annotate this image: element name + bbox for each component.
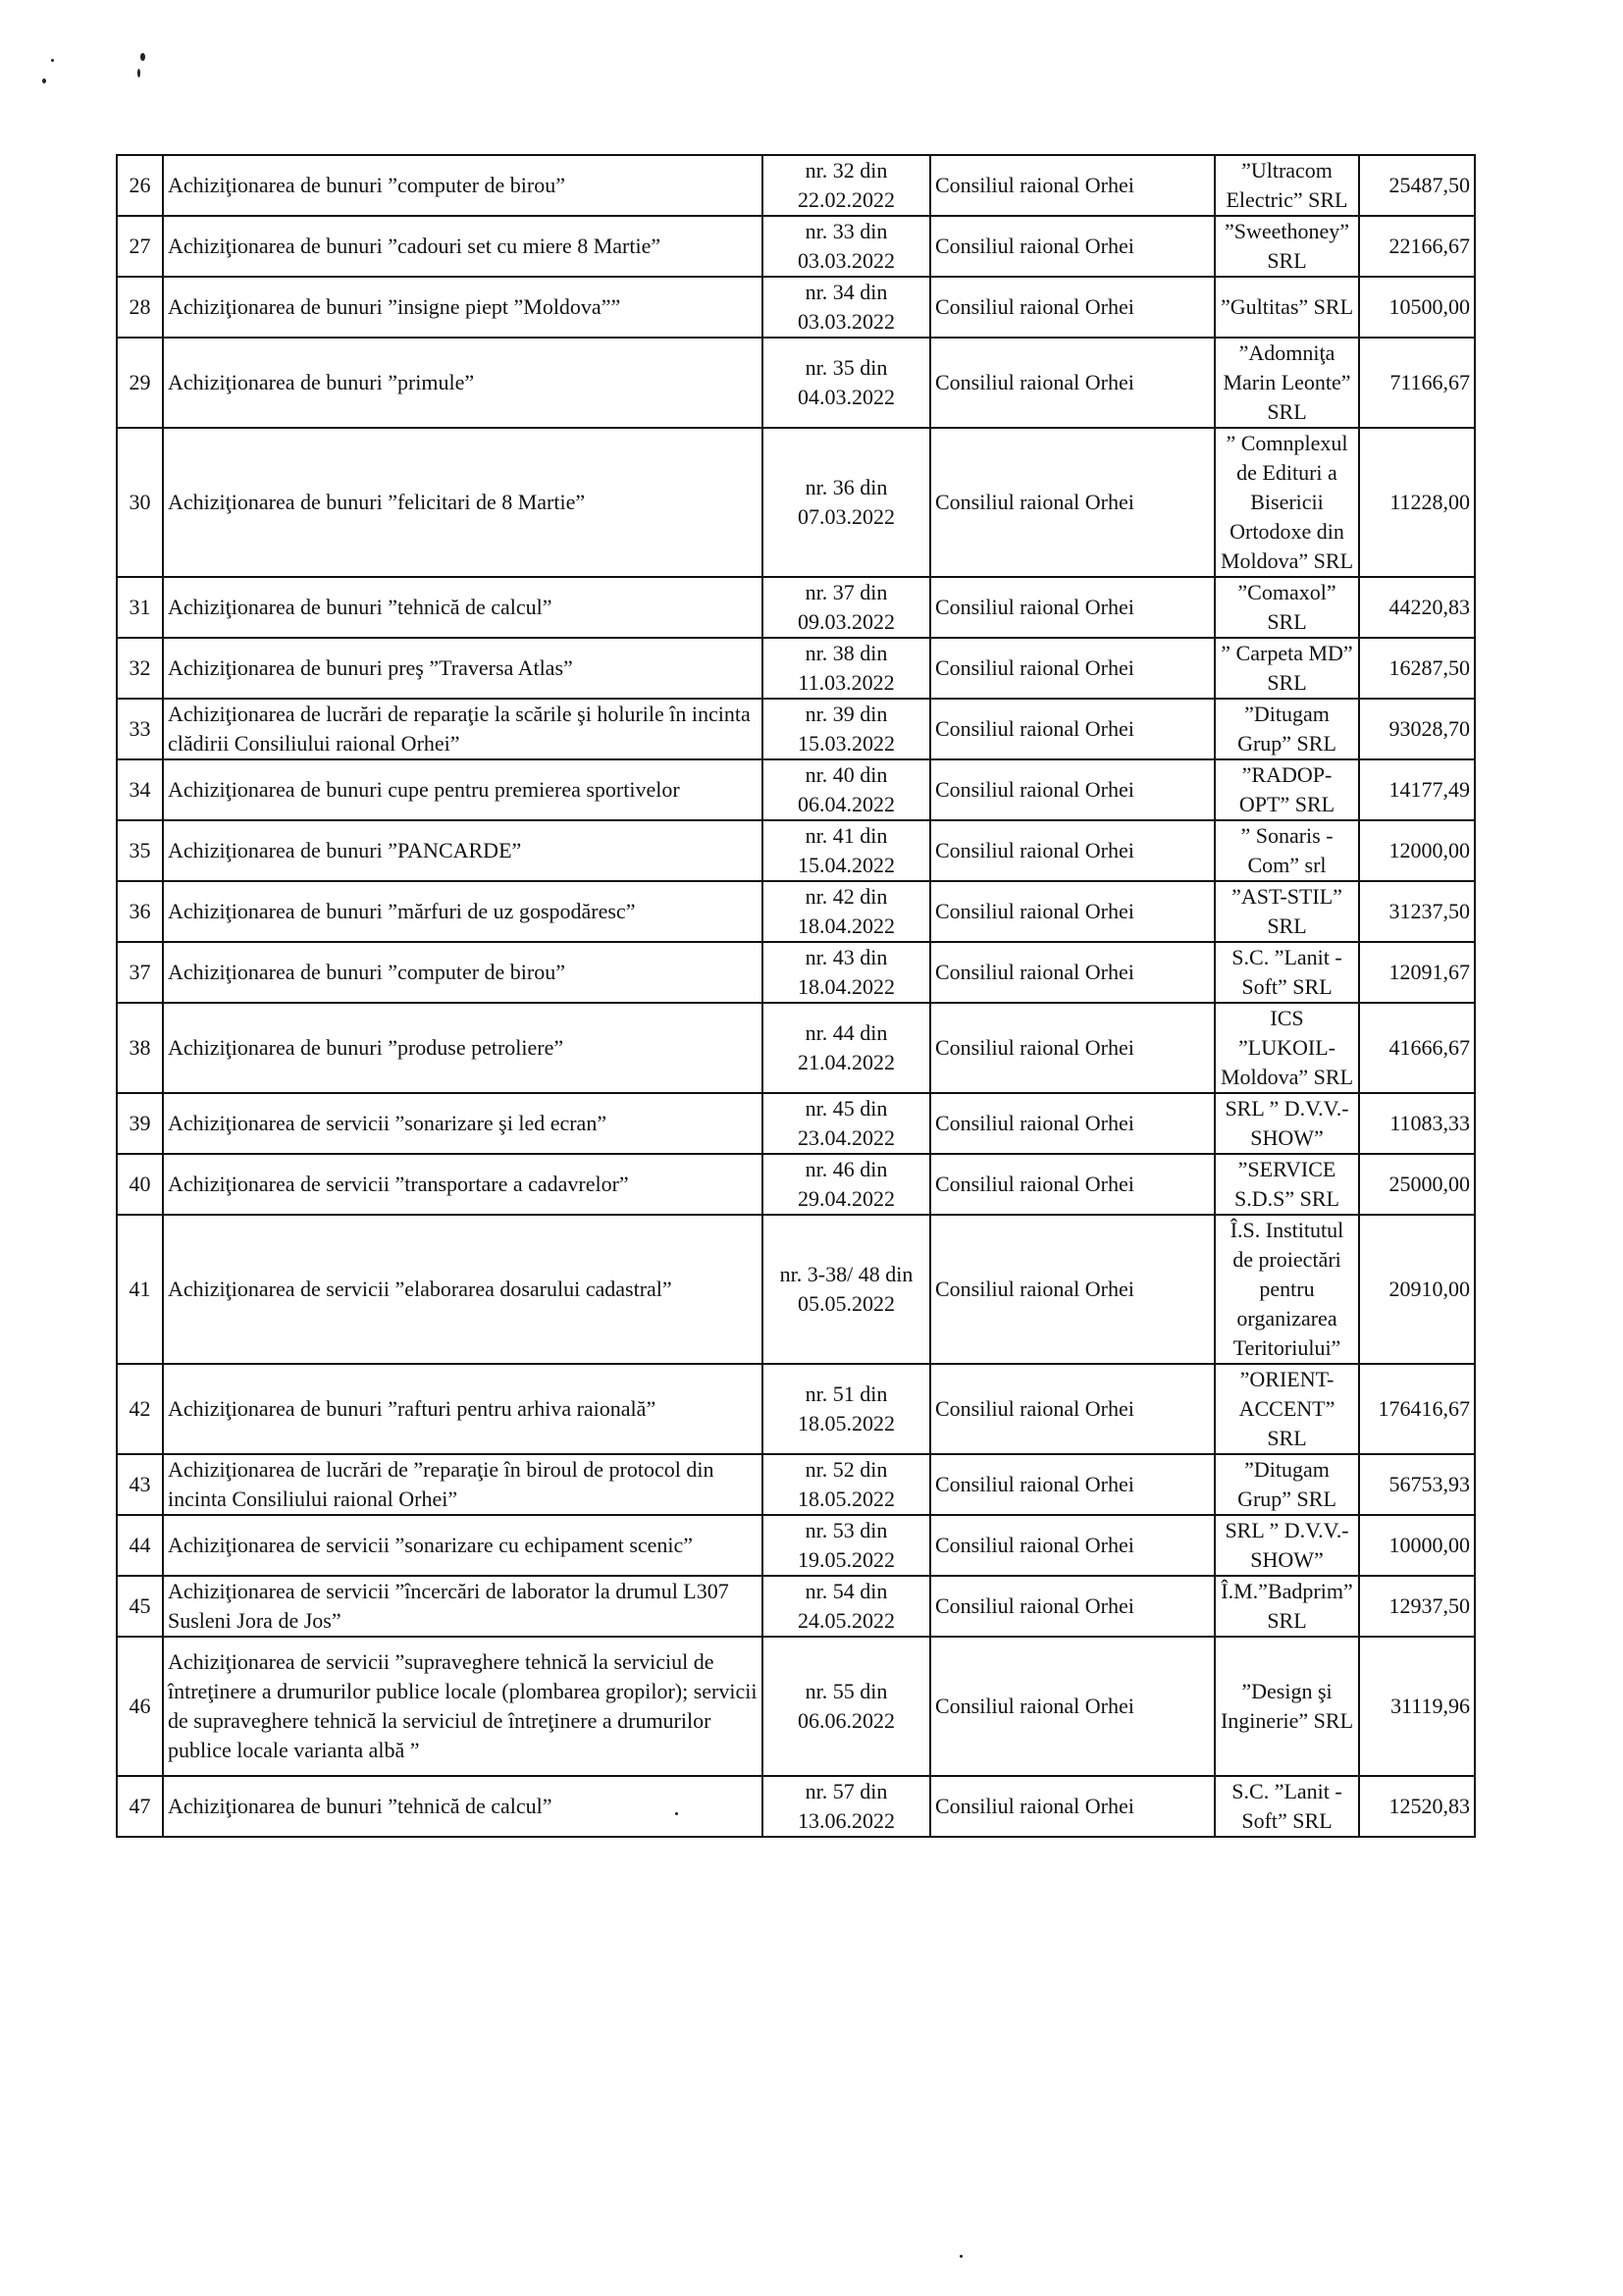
procurement-object: Achiziţionarea de lucrări de reparaţie la scările şi holurile în incinta clădirii Consiliului raional Orhei” bbox=[163, 699, 762, 759]
supplier-name: ”Adomniţa Marin Leonte” SRL bbox=[1215, 338, 1359, 428]
table-row bbox=[117, 577, 1475, 638]
supplier-name: ”Comaxol” SRL bbox=[1215, 577, 1359, 638]
contract-reference: nr. 35 din 04.03.2022 bbox=[762, 338, 930, 428]
scan-speck bbox=[42, 78, 46, 83]
contracting-authority: Consiliul raional Orhei bbox=[930, 1093, 1215, 1154]
contract-sum: 12520,83 bbox=[1359, 1776, 1475, 1837]
contracting-authority: Consiliul raional Orhei bbox=[930, 1154, 1215, 1215]
supplier-name: SRL ” D.V.V.-SHOW” bbox=[1215, 1515, 1359, 1576]
procurement-object: Achiziţionarea de bunuri ”mărfuri de uz gospodăresc” bbox=[163, 881, 762, 942]
row-number: 33 bbox=[117, 699, 163, 759]
row-number: 37 bbox=[117, 942, 163, 1003]
procurement-object: Achiziţionarea de bunuri ”rafturi pentru arhiva raională” bbox=[163, 1364, 762, 1454]
table-row bbox=[117, 1637, 1475, 1776]
supplier-name: Î.S. Institutul de proiectări pentru organizarea Teritoriului” bbox=[1215, 1215, 1359, 1364]
contracting-authority: Consiliul raional Orhei bbox=[930, 1637, 1215, 1776]
contract-reference: nr. 38 din 11.03.2022 bbox=[762, 638, 930, 699]
supplier-name: ” Sonaris - Com” srl bbox=[1215, 820, 1359, 881]
supplier-name: ” Comnplexul de Edituri a Bisericii Ortodoxe din Moldova” SRL bbox=[1215, 428, 1359, 577]
contract-sum: 25487,50 bbox=[1359, 155, 1475, 216]
row-number: 31 bbox=[117, 577, 163, 638]
contract-sum: 25000,00 bbox=[1359, 1154, 1475, 1215]
supplier-name: S.C. ”Lanit -Soft” SRL bbox=[1215, 1776, 1359, 1837]
contracting-authority: Consiliul raional Orhei bbox=[930, 1364, 1215, 1454]
contracting-authority: Consiliul raional Orhei bbox=[930, 759, 1215, 820]
supplier-name: ”Ditugam Grup” SRL bbox=[1215, 699, 1359, 759]
contract-reference: nr. 43 din 18.04.2022 bbox=[762, 942, 930, 1003]
row-number: 29 bbox=[117, 338, 163, 428]
procurement-table-body bbox=[117, 155, 1475, 1837]
row-number: 35 bbox=[117, 820, 163, 881]
contract-reference: nr. 44 din 21.04.2022 bbox=[762, 1003, 930, 1093]
table-row bbox=[117, 338, 1475, 428]
table-row bbox=[117, 1576, 1475, 1637]
contract-reference: nr. 33 din 03.03.2022 bbox=[762, 216, 930, 277]
table-row bbox=[117, 820, 1475, 881]
contract-sum: 41666,67 bbox=[1359, 1003, 1475, 1093]
supplier-name: ”RADOP-OPT” SRL bbox=[1215, 759, 1359, 820]
procurement-object: Achiziţionarea de lucrări de ”reparaţie în biroul de protocol din incinta Consiliului raional Orhei” bbox=[163, 1454, 762, 1515]
row-number: 32 bbox=[117, 638, 163, 699]
contract-sum: 16287,50 bbox=[1359, 638, 1475, 699]
row-number: 47 bbox=[117, 1776, 163, 1837]
row-number: 34 bbox=[117, 759, 163, 820]
contract-reference: nr. 45 din 23.04.2022 bbox=[762, 1093, 930, 1154]
procurement-object: Achiziţionarea de servicii ”elaborarea dosarului cadastral” bbox=[163, 1215, 762, 1364]
procurement-object: Achiziţionarea de bunuri ”tehnică de calcul” bbox=[163, 1776, 762, 1837]
table-row bbox=[117, 1154, 1475, 1215]
supplier-name: ”Ultracom Electric” SRL bbox=[1215, 155, 1359, 216]
table-row bbox=[117, 216, 1475, 277]
contract-reference: nr. 52 din 18.05.2022 bbox=[762, 1454, 930, 1515]
procurement-object: Achiziţionarea de bunuri cupe pentru premierea sportivelor bbox=[163, 759, 762, 820]
scan-speck bbox=[137, 69, 140, 78]
supplier-name: ”Gultitas” SRL bbox=[1215, 277, 1359, 338]
contract-sum: 31119,96 bbox=[1359, 1637, 1475, 1776]
contracting-authority: Consiliul raional Orhei bbox=[930, 1515, 1215, 1576]
contract-sum: 12091,67 bbox=[1359, 942, 1475, 1003]
contract-sum: 10000,00 bbox=[1359, 1515, 1475, 1576]
procurement-object: Achiziţionarea de bunuri ”produse petroliere” bbox=[163, 1003, 762, 1093]
supplier-name: ”SERVICE S.D.S” SRL bbox=[1215, 1154, 1359, 1215]
contracting-authority: Consiliul raional Orhei bbox=[930, 1776, 1215, 1837]
table-row bbox=[117, 699, 1475, 759]
row-number: 46 bbox=[117, 1637, 163, 1776]
contracting-authority: Consiliul raional Orhei bbox=[930, 338, 1215, 428]
row-number: 26 bbox=[117, 155, 163, 216]
supplier-name: ”Sweethoney” SRL bbox=[1215, 216, 1359, 277]
contracting-authority: Consiliul raional Orhei bbox=[930, 638, 1215, 699]
contract-reference: nr. 51 din 18.05.2022 bbox=[762, 1364, 930, 1454]
contracting-authority: Consiliul raional Orhei bbox=[930, 216, 1215, 277]
contract-reference: nr. 42 din 18.04.2022 bbox=[762, 881, 930, 942]
contracting-authority: Consiliul raional Orhei bbox=[930, 1215, 1215, 1364]
procurement-object: Achiziţionarea de servicii ”supraveghere tehnică la serviciul de întreţinere a drumurilor publice locale (plombarea gropilor); servicii de supraveghere tehnică la serviciul de întreţinere a drumurilor publice locale varianta albă ” bbox=[163, 1637, 762, 1776]
row-number: 45 bbox=[117, 1576, 163, 1637]
procurement-object: Achiziţionarea de bunuri ”computer de birou” bbox=[163, 155, 762, 216]
supplier-name: S.C. ”Lanit -Soft” SRL bbox=[1215, 942, 1359, 1003]
table-row bbox=[117, 277, 1475, 338]
contracting-authority: Consiliul raional Orhei bbox=[930, 699, 1215, 759]
contract-reference: nr. 3-38/ 48 din 05.05.2022 bbox=[762, 1215, 930, 1364]
contracting-authority: Consiliul raional Orhei bbox=[930, 155, 1215, 216]
table-row bbox=[117, 1215, 1475, 1364]
contract-sum: 12937,50 bbox=[1359, 1576, 1475, 1637]
contracting-authority: Consiliul raional Orhei bbox=[930, 1003, 1215, 1093]
procurement-object: Achiziţionarea de bunuri ”felicitari de 8 Martie” bbox=[163, 428, 762, 577]
contract-reference: nr. 32 din 22.02.2022 bbox=[762, 155, 930, 216]
procurement-object: Achiziţionarea de servicii ”transportare a cadavrelor” bbox=[163, 1154, 762, 1215]
row-number: 42 bbox=[117, 1364, 163, 1454]
contract-sum: 20910,00 bbox=[1359, 1215, 1475, 1364]
contract-sum: 11228,00 bbox=[1359, 428, 1475, 577]
contract-reference: nr. 55 din 06.06.2022 bbox=[762, 1637, 930, 1776]
contract-sum: 31237,50 bbox=[1359, 881, 1475, 942]
procurement-object: Achiziţionarea de servicii ”sonarizare cu echipament scenic” bbox=[163, 1515, 762, 1576]
table-row bbox=[117, 881, 1475, 942]
contracting-authority: Consiliul raional Orhei bbox=[930, 428, 1215, 577]
scan-speck bbox=[51, 59, 54, 62]
contracting-authority: Consiliul raional Orhei bbox=[930, 577, 1215, 638]
procurement-object: Achiziţionarea de servicii ”încercări de laborator la drumul L307 Susleni Jora de Jos” bbox=[163, 1576, 762, 1637]
procurement-object: Achiziţionarea de bunuri ”tehnică de calcul” bbox=[163, 577, 762, 638]
supplier-name: ” Carpeta MD” SRL bbox=[1215, 638, 1359, 699]
row-number: 28 bbox=[117, 277, 163, 338]
contract-reference: nr. 40 din 06.04.2022 bbox=[762, 759, 930, 820]
row-number: 30 bbox=[117, 428, 163, 577]
supplier-name: ”ORIENT-ACCENT” SRL bbox=[1215, 1364, 1359, 1454]
contract-reference: nr. 41 din 15.04.2022 bbox=[762, 820, 930, 881]
row-number: 36 bbox=[117, 881, 163, 942]
contract-sum: 22166,67 bbox=[1359, 216, 1475, 277]
contracting-authority: Consiliul raional Orhei bbox=[930, 277, 1215, 338]
supplier-name: ”Ditugam Grup” SRL bbox=[1215, 1454, 1359, 1515]
contract-reference: nr. 34 din 03.03.2022 bbox=[762, 277, 930, 338]
supplier-name: ICS ”LUKOIL-Moldova” SRL bbox=[1215, 1003, 1359, 1093]
procurement-object: Achiziţionarea de bunuri ”cadouri set cu miere 8 Martie” bbox=[163, 216, 762, 277]
contracting-authority: Consiliul raional Orhei bbox=[930, 1454, 1215, 1515]
supplier-name: ”AST-STIL” SRL bbox=[1215, 881, 1359, 942]
scan-speck bbox=[140, 53, 145, 61]
contract-sum: 12000,00 bbox=[1359, 820, 1475, 881]
contract-sum: 71166,67 bbox=[1359, 338, 1475, 428]
contract-reference: nr. 54 din 24.05.2022 bbox=[762, 1576, 930, 1637]
table-row bbox=[117, 1515, 1475, 1576]
table-row bbox=[117, 428, 1475, 577]
row-number: 43 bbox=[117, 1454, 163, 1515]
contract-reference: nr. 57 din 13.06.2022 bbox=[762, 1776, 930, 1837]
contract-reference: nr. 39 din 15.03.2022 bbox=[762, 699, 930, 759]
contracting-authority: Consiliul raional Orhei bbox=[930, 942, 1215, 1003]
contract-sum: 176416,67 bbox=[1359, 1364, 1475, 1454]
table-row bbox=[117, 1364, 1475, 1454]
contract-reference: nr. 46 din 29.04.2022 bbox=[762, 1154, 930, 1215]
procurement-object: Achiziţionarea de bunuri ”PANCARDE” bbox=[163, 820, 762, 881]
procurement-object: Achiziţionarea de bunuri ”insigne piept ”Moldova”” bbox=[163, 277, 762, 338]
contract-sum: 44220,83 bbox=[1359, 577, 1475, 638]
supplier-name: ”Design şi Inginerie” SRL bbox=[1215, 1637, 1359, 1776]
procurement-object: Achiziţionarea de servicii ”sonarizare şi led ecran” bbox=[163, 1093, 762, 1154]
contracting-authority: Consiliul raional Orhei bbox=[930, 1576, 1215, 1637]
contract-reference: nr. 53 din 19.05.2022 bbox=[762, 1515, 930, 1576]
row-number: 27 bbox=[117, 216, 163, 277]
row-number: 44 bbox=[117, 1515, 163, 1576]
contract-sum: 10500,00 bbox=[1359, 277, 1475, 338]
table-row bbox=[117, 1776, 1475, 1837]
supplier-name: Î.M.”Badprim” SRL bbox=[1215, 1576, 1359, 1637]
table-row bbox=[117, 1093, 1475, 1154]
procurement-object: Achiziţionarea de bunuri ”computer de birou” bbox=[163, 942, 762, 1003]
row-number: 39 bbox=[117, 1093, 163, 1154]
scan-speck bbox=[960, 2255, 963, 2258]
procurement-object: Achiziţionarea de bunuri ”primule” bbox=[163, 338, 762, 428]
row-number: 40 bbox=[117, 1154, 163, 1215]
procurement-object: Achiziţionarea de bunuri preş ”Traversa Atlas” bbox=[163, 638, 762, 699]
contract-reference: nr. 36 din 07.03.2022 bbox=[762, 428, 930, 577]
contract-sum: 93028,70 bbox=[1359, 699, 1475, 759]
table-row bbox=[117, 1003, 1475, 1093]
table-row bbox=[117, 942, 1475, 1003]
row-number: 41 bbox=[117, 1215, 163, 1364]
contracting-authority: Consiliul raional Orhei bbox=[930, 820, 1215, 881]
table-row bbox=[117, 155, 1475, 216]
row-number: 38 bbox=[117, 1003, 163, 1093]
contract-reference: nr. 37 din 09.03.2022 bbox=[762, 577, 930, 638]
table-row bbox=[117, 1454, 1475, 1515]
table-row bbox=[117, 638, 1475, 699]
supplier-name: SRL ” D.V.V.-SHOW” bbox=[1215, 1093, 1359, 1154]
procurement-table bbox=[116, 154, 1476, 1838]
contract-sum: 14177,49 bbox=[1359, 759, 1475, 820]
table-row bbox=[117, 759, 1475, 820]
contract-sum: 56753,93 bbox=[1359, 1454, 1475, 1515]
contracting-authority: Consiliul raional Orhei bbox=[930, 881, 1215, 942]
contract-sum: 11083,33 bbox=[1359, 1093, 1475, 1154]
